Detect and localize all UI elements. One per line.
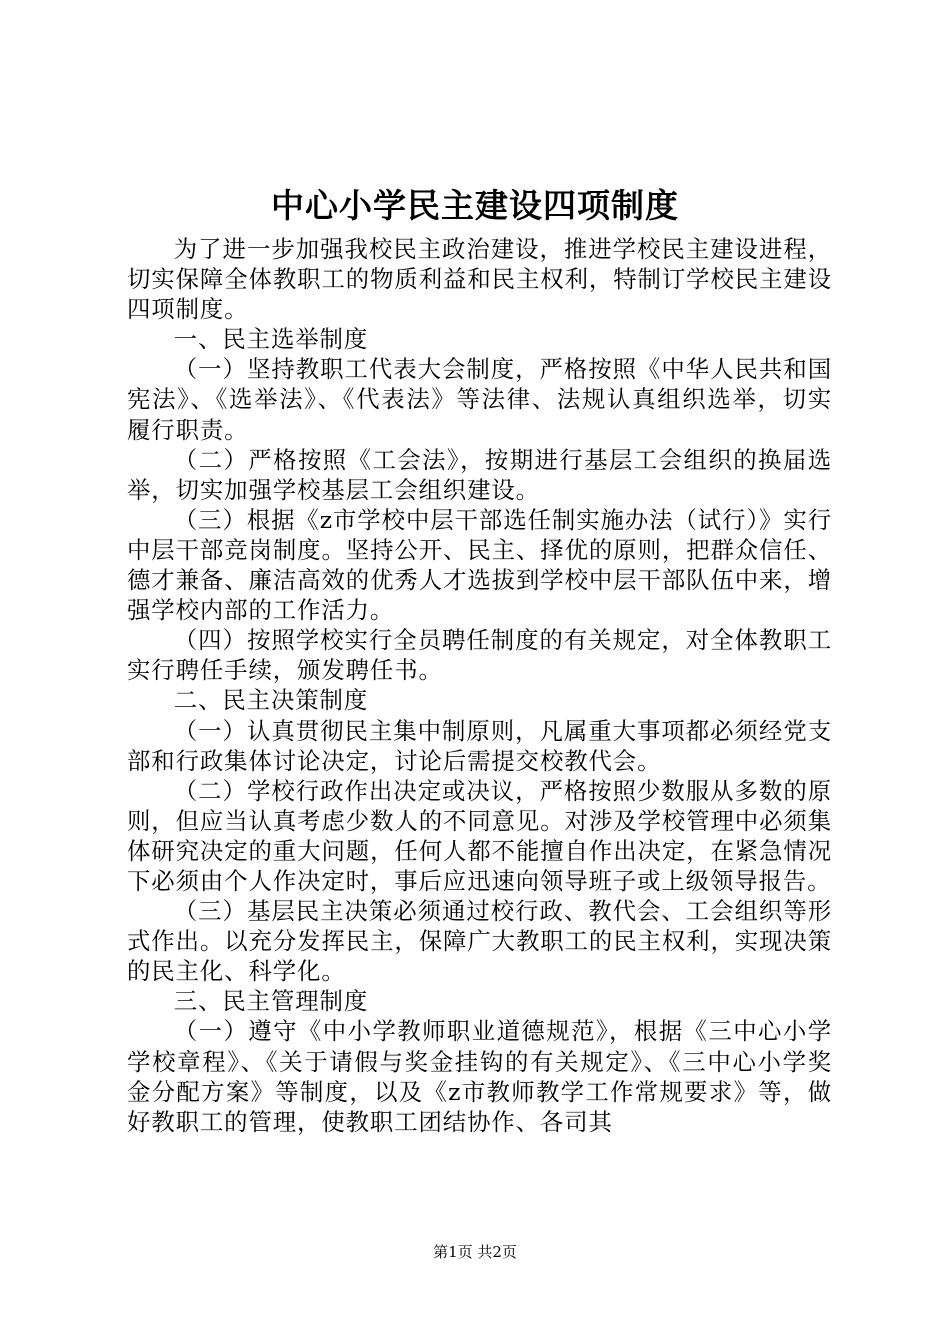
document-title: 中心小学民主建设四项制度 [271,186,679,225]
paragraph: （一）坚持教职工代表大会制度，严格按照《中华人民共和国宪法》、《选举法》、《代表法》等法律、法规认真组织选举，切实履行职责。 [127,355,832,444]
section-heading-management: 三、民主管理制度 [173,987,369,1016]
paragraph: （二）学校行政作出决定或决议，严格按照少数服从多数的原则，但应当认真考虑少数人的不同意见。对涉及学校管理中必须集体研究决定的重大问题，任何人都不能擅自作出决定，在紧急情况下必须由个人作决定时，事后应迅速向领导班子或上级领导报告。 [127,776,832,895]
paragraph: （三）根据《z市学校中层干部选任制实施办法（试行）》实行中层干部竞岗制度。坚持公开、民主、择优的原则，把群众信任、德才兼备、廉洁高效的优秀人才选拔到学校中层干部队伍中来，增强学校内部的工作活力。 [127,505,832,625]
paragraph: （一）遵守《中小学教师职业道德规范》，根据《三中心小学学校章程》、《关于请假与奖金挂钩的有关规定》、《三中心小学奖金分配方案》等制度，以及《z市教师教学工作常规要求》等，做好教职工的管理，使教职工团结协作、各司其 [127,1017,832,1136]
paragraph: （四）按照学校实行全员聘任制度的有关规定，对全体教职工实行聘任手续，颁发聘任书。 [127,626,832,685]
section-heading-decision: 二、民主决策制度 [173,686,369,715]
section-heading-election: 一、民主选举制度 [173,325,369,354]
document-body [127,234,832,1137]
paragraph: （二）严格按照《工会法》，按期进行基层工会组织的换届选举，切实加强学校基层工会组织建设。 [127,445,832,504]
intro-paragraph: 为了进一步加强我校民主政治建设，推进学校民主建设进程，切实保障全体教职工的物质利益和民主权利，特制订学校民主建设四项制度。 [127,235,832,324]
paragraph: （一）认真贯彻民主集中制原则，凡属重大事项都必须经党支部和行政集体讨论决定，讨论后需提交校教代会。 [127,716,832,775]
paragraph: （三）基层民主决策必须通过校行政、教代会、工会组织等形式作出。以充分发挥民主，保障广大教职工的民主权利，实现决策的民主化、科学化。 [127,897,832,986]
page-footer: 第1页 共2页 [433,1243,517,1261]
